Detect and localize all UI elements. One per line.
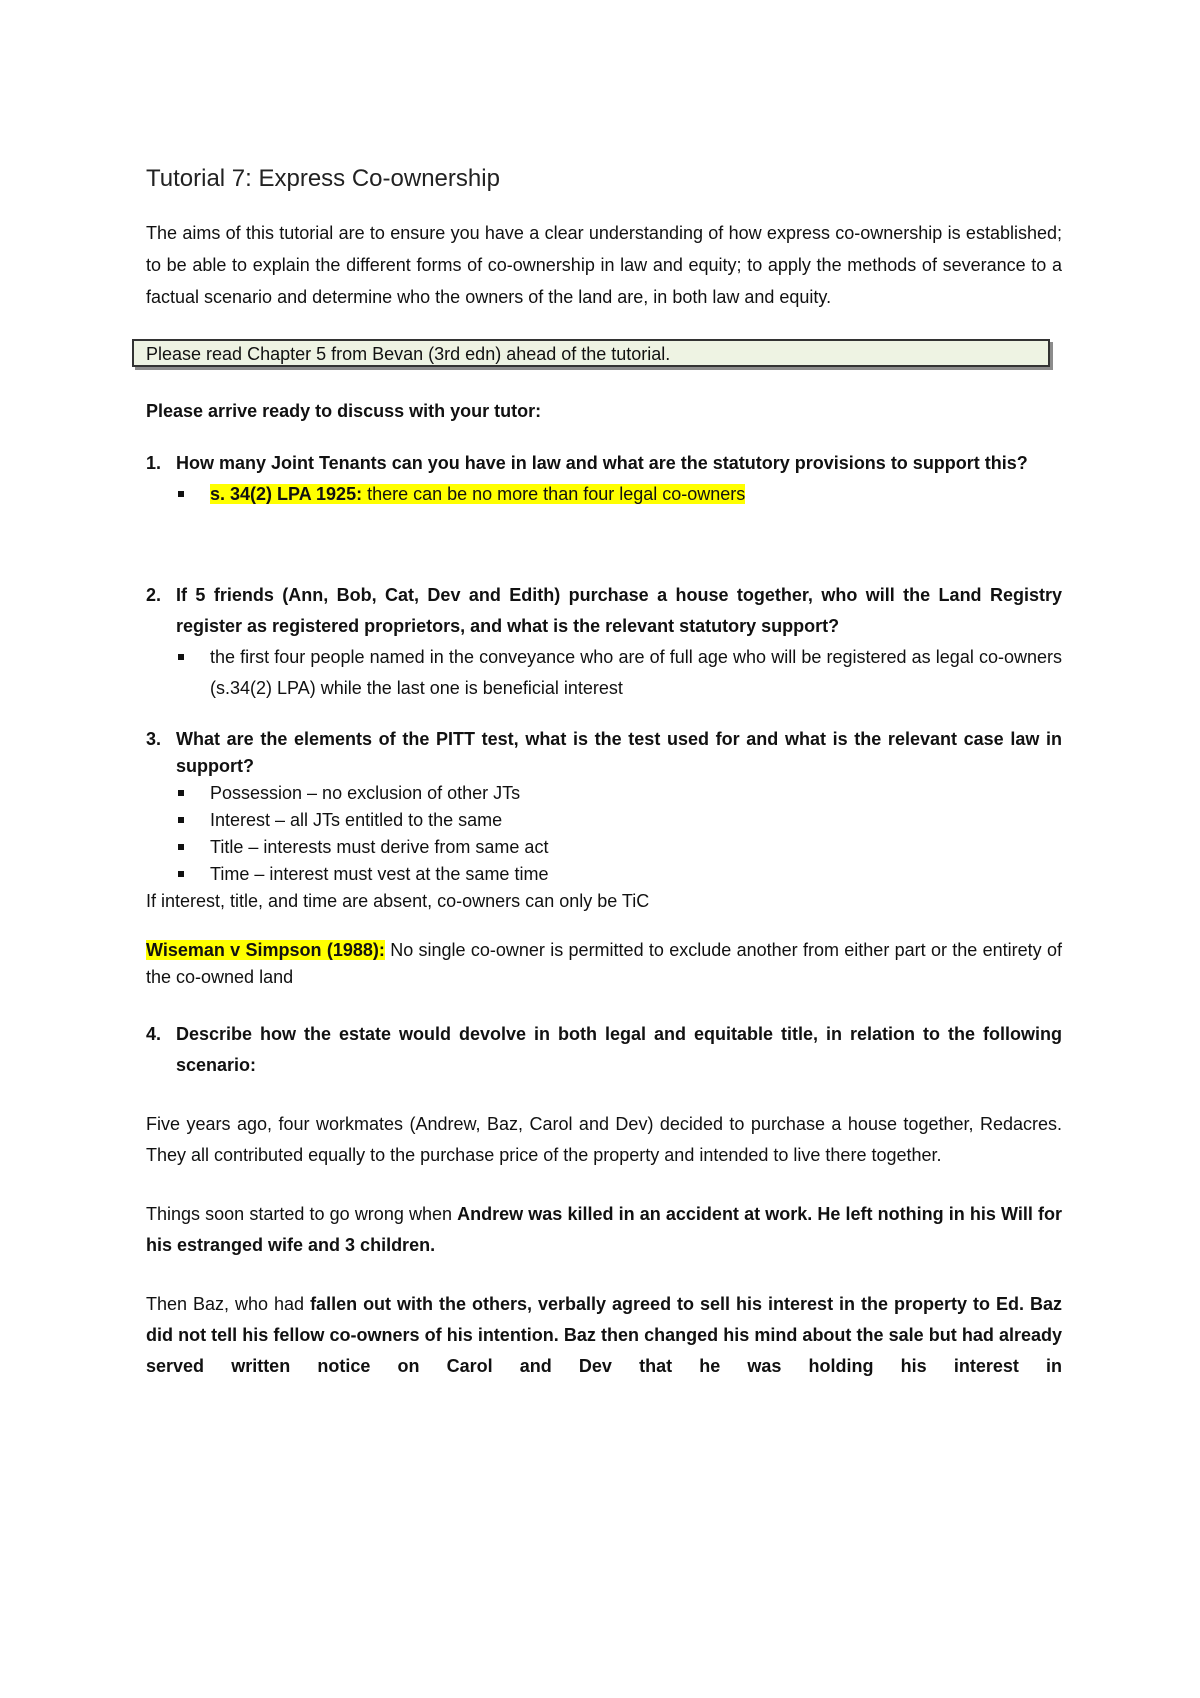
answer-list: [146, 642, 1062, 704]
reading-notice-box: Please read Chapter 5 from Bevan (3rd edn) ahead of the tutorial.: [132, 339, 1050, 367]
bullet-square-icon: [178, 844, 184, 850]
answer-text: the first four people named in the conveyance who are of full age who will be registered as legal co-owners (s.34(2) LPA) while the last one is beneficial interest: [210, 647, 1062, 698]
question-text: If 5 friends (Ann, Bob, Cat, Dev and Edith) purchase a house together, who will the Land Registry register as registered proprietors, and what is the relevant statutory support?: [176, 585, 1062, 636]
bullet-square-icon: [178, 491, 184, 497]
case-name: Wiseman v Simpson (1988):: [146, 940, 385, 960]
scenario-bold-text: fallen out with the others, verbally agreed to sell his interest in the property to Ed. Baz did not tell his fellow co-owners of his intention. Baz then changed his mind about the sale but had already served written notice on Carol and Dev that he was holding his interest in: [146, 1294, 1062, 1376]
statute-reference: s. 34(2) LPA 1925:: [210, 484, 363, 504]
highlighted-answer: [210, 484, 745, 504]
answer-list: [146, 479, 1062, 510]
case-text: No single co-owner is permitted to exclude another from either part or the entirety of the co-owned land: [146, 940, 1062, 987]
scenario-bold-text: Andrew was killed in an accident at work. He left nothing in his Will for his estranged wife and 3 children.: [146, 1204, 1063, 1255]
scenario-paragraph-2: Things soon started to go wrong when Andrew was killed in an accident at work. He left nothing in his Will for his estranged wife and 3 children.: [146, 1204, 1063, 1255]
scenario-paragraph-1: Five years ago, four workmates (Andrew, Baz, Carol and Dev) decided to purchase a house together, Redacres. They all contributed equally to the purchase price of the property and intended to live there together.: [146, 1114, 1062, 1165]
pitt-item-time: Time – interest must vest at the same time: [176, 861, 1062, 888]
question-number: 4.: [146, 1024, 162, 1044]
bullet-square-icon: [178, 817, 184, 823]
answer-item: [176, 642, 1062, 704]
answer-text: there can be no more than four legal co-owners: [362, 484, 746, 504]
bullet-square-icon: [178, 871, 184, 877]
question-text: Describe how the estate would devolve in both legal and equitable title, in relation to the following scenario:: [176, 1024, 1062, 1075]
question-2: [146, 580, 1062, 642]
case-law-paragraph: [146, 937, 1062, 991]
intro-paragraph: The aims of this tutorial are to ensure you have a clear understanding of how express co-ownership is established; to be able to explain the different forms of co-ownership in law and equity; to apply the methods of severance to a factual scenario and determine who the owners of the land are, in both law and equity.: [146, 223, 1062, 307]
bullet-square-icon: [178, 654, 184, 660]
page-title: Tutorial 7: Express Co-ownership: [146, 165, 500, 192]
question-number: 3.: [146, 729, 162, 749]
bullet-square-icon: [178, 790, 184, 796]
question-number: 1.: [146, 453, 162, 473]
pitt-note: If interest, title, and time are absent, co-owners can only be TiC: [146, 891, 650, 911]
question-4: [146, 1019, 1062, 1081]
question-3: [146, 726, 1062, 780]
pitt-item-interest: Interest – all JTs entitled to the same: [176, 807, 1062, 834]
question-number: 2.: [146, 585, 162, 605]
answer-item: [176, 479, 1062, 510]
question-text: How many Joint Tenants can you have in law and what are the statutory provisions to support this?: [176, 453, 1028, 473]
pitt-item-possession: Possession – no exclusion of other JTs: [176, 780, 1062, 807]
pitt-list: [146, 780, 1062, 888]
question-1: [146, 448, 1062, 479]
scenario-paragraph-3: Then Baz, who had fallen out with the others, verbally agreed to sell his interest in the property to Ed. Baz did not tell his fellow co-owners of his intention. Baz then changed his mind about the sale but had already served written notice on Carol and Dev that he was holding his interest in: [146, 1294, 1062, 1376]
question-text: What are the elements of the PITT test, what is the test used for and what is the relevant case law in support?: [176, 729, 1062, 776]
pitt-item-title: Title – interests must derive from same act: [176, 834, 1062, 861]
discussion-prompt: Please arrive ready to discuss with your tutor:: [146, 401, 542, 421]
